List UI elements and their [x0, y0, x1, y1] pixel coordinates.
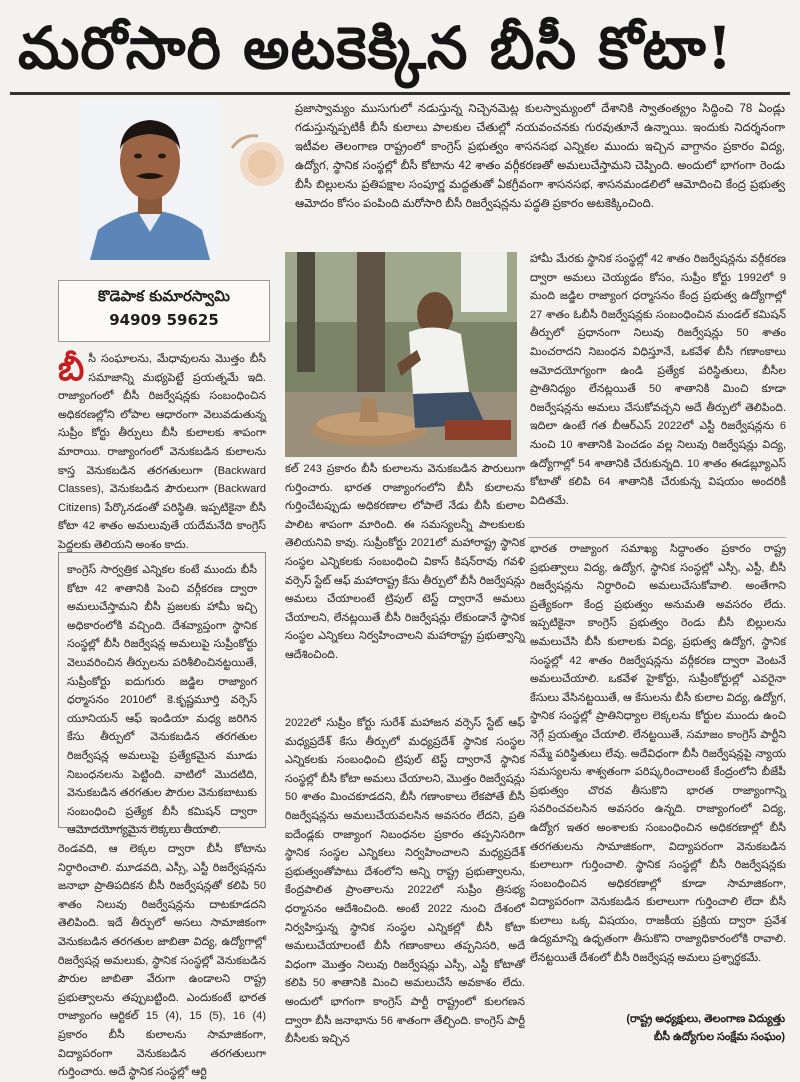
credit-line-1: (రాష్ట్ర అధ్యక్షులు, తెలంగాణ విద్యుత్తు [626, 1013, 785, 1025]
decorative-cup-illustration [228, 128, 288, 188]
column-3-section-a: హామీ మేరకు స్థానిక సంస్థల్లో 42 శాతం రిజర్వేషన్లను వర్గీకరణ ద్వారా అమలు చెయ్యడం కోసం, సుప్రీం కోర్టు 1992లో 9 మంది జడ్జిల రాజ్యాంగ ధర్మాసనం కేంద్ర ప్రభుత్వ ఉద్యోగాల్లో 27 శాతం ఓబీసీ రిజర్వేషన్లకు సంబంధించిన మండల్ కమిషన్ తీర్పులో ప్రధానంగా నిలువు రిజర్వేషన్లు 50 శాతం మించరాదని నిబంధన విధిస్తూనే, ఒకవేళ బీసీ గణాంకాలు ఆమోదయోగ్యంగా ఉండి ప్రత్యేక పరిస్థితులు, బీసీల ప్రాతినిధ్యం లేనట్లయితే 50 శాతానికి మించి కూడా రిజర్వేషన్లను అమలు చేసుకోవచ్చని అదే తీర్పులో తెలిపింది. ఇదిలా ఉంటే గత బీఆర్ఎస్ 2022లో ఎస్టీ రిజర్వేషన్లను 6 నుంచి 10 శాతానికి పెంచడం వల్ల నిలువు రిజర్వేషన్లు విద్య, ఉద్యోగాల్లో 54 శాతానికి చేరుకున్నది. 10 శాతం ఈడబ్ల్యూఎస్ కోటాతో కలిపి 64 శాతానికి చేరుకున్న విషయం అందరికీ విదితమే. [530, 253, 786, 507]
drop-cap: బీ [58, 349, 85, 389]
column-3-divider [528, 537, 786, 538]
headline-rule [10, 92, 790, 95]
headline: మరోసారి అటకెక్కిన బీసీ కోటా! [18, 14, 734, 82]
column-2-section-b: 2022లో సుప్రీం కోర్టు సురేశ్ మహాజన వర్సెస్ స్టేట్ ఆఫ్ మధ్యప్రదేశ్ కేసు తీర్పులో మధ్యప్రదేశ్ స్థానిక సంస్థల ఎన్నికలకు సంబంధించి ట్రిపుల్ టెస్ట్ ద్వారానే స్థానిక సంస్థల్లో బీసీ కోటా అమలు చేయాలని, మొత్తం రిజర్వేషన్లు 50 శాతం మించకూడదని, బీసీ గణాంకాలు లేకపోతే బీసీ రిజర్వేషన్లను అమలుచేయవలసిన అవసరం లేదని, ప్రతి ఐదేండ్లకు రాజ్యాంగ నిబంధనల ప్రకారం తప్పనిసరిగా స్థానిక సంస్థల ఎన్నికలు నిర్వహించాలని మధ్యప్రదేశ్ ప్రభుత్వంతోపాటు దేశంలోని అన్ని రాష్ట్ర ప్రభుత్వాలను, కేంద్రపాలిత ప్రాంతాలను 2022లో సుప్రీం త్రిసభ్య ధర్మాసనం ఆదేశించింది. అంటే 2022 నుంచి దేశంలో నిర్వహిస్తున్న స్థానిక సంస్థల ఎన్నికల్లో బీసీ కోటా అమలుచేయాలంటే బీసీ గణాంకాలు తప్పనిసరి, అదే విధంగా మొత్తం నిలువు రిజర్వేషన్లు ఎస్సీ, ఎస్టీ కోటాతో కలిపి 50 శాతానికి మించి అమలుచేసే అవకాశం లేదు. అందులో భాగంగా కాంగ్రెస్ పార్టీ రాష్ట్రంలో కులగణన ద్వారా బీసీ జనాభాను 56 శాతంగా తేల్చింది. కాంగ్రెస్ పార్టీ బీసీలకు ఇచ్చిన [285, 717, 525, 1046]
author-portrait-image [80, 100, 220, 260]
column-3-section-b: భారత రాజ్యాంగ సమాఖ్య సిద్ధాంతం ప్రకారం రాష్ట్ర ప్రభుత్వాలు విద్య, ఉద్యోగ, స్థానిక సంస్థల్లో ఎస్సీ, ఎస్టీ, బీసీ రిజర్వేషన్లను నిర్ధారించి అమలుచేసుకోవాలి. అంతేగాని ప్రత్యేకంగా కేంద్ర ప్రభుత్వం అనుమతి అవసరం లేదు. ఇప్పటికైనా కాంగ్రెస్ ప్రభుత్వం రెండు బీసీ బిల్లులను అమలుచేసి బీసీ కులాలకు విద్య, ప్రభుత్వ ఉద్యోగ, స్థానిక సంస్థల్లో 42 శాతం రిజర్వేషన్లను వర్గీకరణ ద్వారా వెంటనే అమలుచేయాలి. ఒకవేళ హైకోర్టు, సుప్రీంకోర్టుల్లో ఎవరైనా కేసులు వేసినట్టయితే, ఆ కేసులను బీసీ కులాల విద్య, ఉద్యోగ, స్థానిక సంస్థల్లో ప్రాతినిధ్యాల లెక్కలను కోర్టుల ముందు ఉంచి నెగ్గే ప్రయత్నం చేయాలి. లేనట్టయితే, సమాజం కాంగ్రెస్ పార్టీని నమ్మే పరిస్థితులు లేవు. అదేవిధంగా బీసీ రిజర్వేషన్లపై న్యాయ సమస్యలను శాశ్వతంగా పరిష్కరించాలంటే కేంద్రంలోని బీజేపీ ప్రభుత్వం చొరవ తీసుకొని భారత రాజ్యాంగాన్ని సవరించవలసిన అవసరం ఉన్నది. రాజ్యాంగంలో విద్య, ఉద్యోగ ఇతర అంశాలకు సంబంధించిన అధికరణాల్లో బీసీ తరగతులను సామాజికంగా, విద్యాపరంగా వెనుకబడిన కులాలుగా గుర్తించాలి. స్థానిక సంస్థల్లో బీసీ రిజర్వేషన్లకు సంబంధించిన అధికరణాల్లో కూడా సామాజికంగా, విద్యాపరంగా వెనుకబడిన కులాలుగా గుర్తించాలి లేదా బీసీ కులాలు ఒక్క విషయం, రాజకీయ ప్రక్రియ ద్వారా ప్రవేశ ఉద్యమాన్ని ఉధృతంగా తీసుకొని రాజ్యాధికారంలోకి రావాలి. లేనట్టయితే దేశంలో బీసీ రిజర్వేషన్ల అమలు ప్రశ్నార్థకమే. [530, 543, 786, 965]
potter-at-wheel-image [285, 252, 517, 457]
column-1-section-c: రెండవది, ఆ లెక్కల ద్వారా బీసీ కోటాను నిర్ధారించాలి. మూడవది, ఎస్సీ, ఎస్టీ రిజర్వేషన్లను జనాభా ప్రాతిపదికన బీసీ రిజర్వేషన్లతో కలిపి 50 శాతం నిలువు రిజర్వేషన్లను దాటకూడదని తెలిపింది. ఇదే తీర్పులో అసలు సామాజికంగా వెనుకబడిన తరగతుల జాబితా విద్య, ఉద్యోగాల్లో రిజర్వేషన్ల అమలుకు, స్థానిక సంస్థల్లో వెనుకబడిన పౌరుల జాబితా వేరుగా ఉండాలని రాష్ట్ర ప్రభుత్వాలను తప్పుబట్టింది. ఎందుకంటే భారత రాజ్యాంగం ఆర్టికల్ 15 (4), 15 (5), 16 (4) ప్రకారం బీసీ కులాలను సామాజికంగా, విద్యాపరంగా వెనుకబడిన తరగతులుగా గుర్తించారు. అదే స్థానిక సంస్థల్లో ఆర్టి [58, 843, 266, 1079]
column-2-section-a: కల్ 243 ప్రకారం బీసీ కులాలను వెనుకబడిన పౌరులుగా గుర్తించారు. భారత రాజ్యాంగంలోని బీసీ కులాలను గుర్తించేటప్పుడు అధికరణాల లోపాలే నేడు బీసీ కులాల పాలిట శాపంగా మారింది. ఈ సమస్యలన్నీ పాలకులకు తెలియనివి కావు. సుప్రీంకోర్టు 2021లో మహారాష్ట్ర స్థానిక సంస్థల ఎన్నికలకు సంబంధించి వికాస్ కిషన్‌రావు గవళి వర్సెస్ స్టేట్ ఆఫ్ మహారాష్ట్ర కేసు తీర్పులో బీసీ రిజర్వేషన్లు అమలు చేయాలంటే ట్రిపుల్ టెస్ట్ ద్వారానే అమలు చేయాలని, లేనట్లయితే బీసీ రిజర్వేషన్లు లేకుండానే స్థానిక సంస్థల ఎన్నికలు నిర్వహించాలని మహారాష్ట్ర ప్రభుత్వాన్ని ఆదేశించింది. [285, 463, 525, 661]
author-photo [80, 100, 220, 260]
column-1-section-a [58, 349, 266, 551]
author-credit [570, 1010, 785, 1050]
column-1-boxed-section: కాంగ్రెస్ సార్వత్రిక ఎన్నికల కంటే ముందు బీసీ కోటా 42 శాతానికి పెంచి వర్గీకరణ ద్వారా అమలుచేస్తామని బీసీ ప్రజలకు హామీ ఇచ్చి అధికారంలోకి వచ్చింది. దేశవ్యాప్తంగా స్థానిక సంస్థల్లో బీసీ రిజర్వేషన్ల అమలుపై సుప్రీంకోర్టు వెలువరించిన తీర్పులను పరిశీలించినట్టయితే, సుప్రీంకోర్టు ఐదుగురు జడ్జిల రాజ్యాంగ ధర్మాసనం 2010లో కె.కృష్ణమూర్తి వర్సెస్ యూనియన్ ఆఫ్ ఇండియా మధ్య జరిగిన కేసు తీర్పులో వెనుకబడిన తరగతుల రిజర్వేషన్ల అమలుపై ప్రత్యేకమైన మూడు నిబంధనలను పెట్టింది. వాటిలో మొదటిది, వెనుకబడిన తరగతుల పౌరుల వెనుకబాటుకు సంబంధించి ప్రత్యేక బీసీ కమిషన్ ద్వారా ఆమోదయోగ్యమైన లెక్కలు తీయాలి. [58, 552, 266, 828]
intro-paragraph: ప్రజాస్వామ్యం ముసుగులో నడుస్తున్న నిచ్చెనమెట్ల కులస్వామ్యంలో దేశానికి స్వాతంత్య్రం సిద్ధించి 78 ఏండ్లు గడుస్తున్నప్పటికీ బీసీ కులాలు పాలకుల చేతుల్లో నయవంచనకు గురవుతూనే ఉన్నాయి. ఇందుకు నిదర్శనంగా ఇటీవల తెలంగాణ రాష్ట్రంలో కాంగ్రెస్ ప్రభుత్వం శాసనసభ ఎన్నికల ముందు ఇచ్చిన వాగ్దానం ప్రకారం విద్య, ఉద్యోగ, స్థానిక సంస్థల్లో బీసీ కోటాను 42 శాతం వర్గీకరణతో అమలుచేస్తామని చెప్పింది. అందులో భాగంగా రెండు బీసీ బిల్లులను ప్రతిపక్షాల సంపూర్ణ మద్దతుతో ఏకగ్రీవంగా శాసనసభ, శాసనమండలిలో ఆమోదించి కేంద్ర ప్రభుత్వ ఆమోదం కోసం పంపింది మరోసారి బీసీ రిజర్వేషన్లను పద్ధతి ప్రకారం అటకెక్కించింది. [295, 103, 785, 210]
author-phone: 94909 59625 [109, 311, 219, 329]
author-name: కొడెపాక కుమారస్వామి [97, 287, 231, 305]
credit-line-2: బీసీ ఉద్యోగుల సంక్షేమ సంఘం) [653, 1031, 785, 1043]
author-byline-box [58, 280, 270, 342]
column-1-text-a: సీ సంఘాలను, మేధావులను మొత్తం బీసీ సమాజాన్ని మభ్యపెట్టే ప్రయత్నమే ఇది. రాజ్యాంగంలో బీసీ రిజర్వేషన్లకు సంబంధించిన అధికరణల్లోని లోపాల ఆధారంగా వెలువడుతున్న సుప్రీం కోర్టు తీర్పులు బీసీ కులాలకు శాపంగా మారాయి. రాజ్యాంగంలో వెనుకబడిన కులాలను కాస్త వెనుకబడిన తరగతులుగా (Backward Classes), వెనుకబడిన పౌరులుగా (Backward Citizens) పేర్కొనడంతో పరిస్థితి. ఇప్పటికైనా బీసీ కోటా 42 శాతం అమలువుతే యదేమనేది కాంగ్రెస్ పెద్దలకు తెలియని అంశం కాదు. [58, 353, 266, 551]
potter-photo [285, 252, 517, 457]
